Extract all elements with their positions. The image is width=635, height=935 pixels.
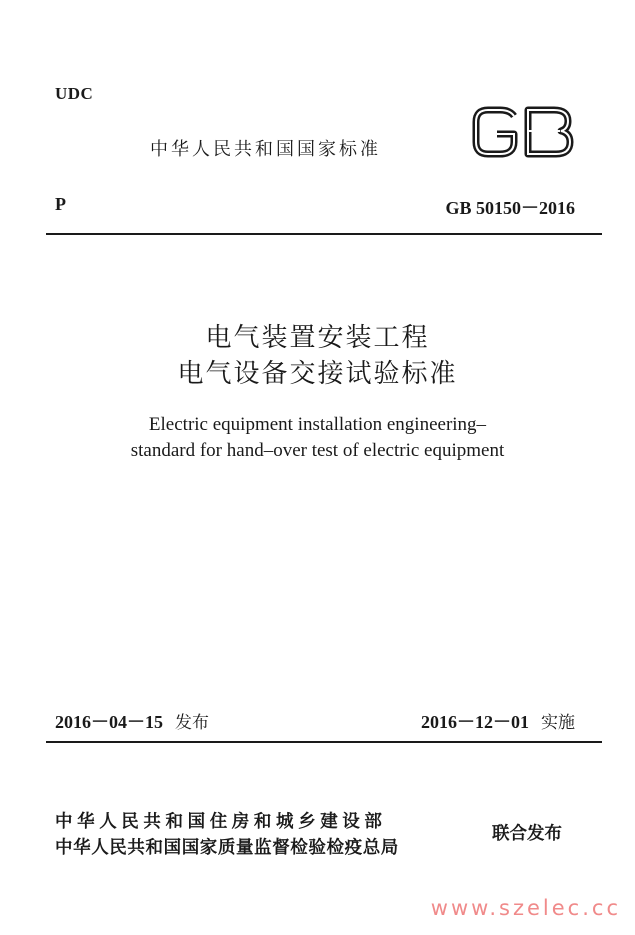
gb-logo-icon <box>470 104 576 160</box>
watermark-text: www.szelec.cc <box>430 896 621 920</box>
implementation-date-block <box>421 708 575 734</box>
top-divider <box>46 233 602 235</box>
title-en-line-1: Electric equipment installation engineering– <box>148 414 487 435</box>
issue-label: 发布 <box>175 713 209 733</box>
category-code: P <box>55 194 66 214</box>
implementation-date: 2016－12－01 <box>421 712 529 732</box>
issuer-ministry-housing: 中华人民共和国住房和城乡建设部 <box>55 812 387 832</box>
bottom-divider <box>46 741 602 743</box>
issue-date: 2016－04－15 <box>55 712 163 732</box>
joint-issue-label: 联合发布 <box>492 824 562 844</box>
issue-date-block <box>55 708 209 734</box>
title-zh-line-1: 电气装置安装工程 <box>205 323 430 353</box>
implementation-label: 实施 <box>541 713 575 733</box>
title-en-line-2: standard for hand–over test of electric equipment <box>130 440 505 461</box>
standard-number: GB 50150－2016 <box>445 198 575 218</box>
issuer-aqsiq: 中华人民共和国国家质量监督检验检疫总局 <box>55 838 399 858</box>
national-standard-label: 中华人民共和国国家标准 <box>150 139 381 160</box>
udc-label: UDC <box>55 84 94 103</box>
title-zh-line-2: 电气设备交接试验标准 <box>177 359 458 389</box>
